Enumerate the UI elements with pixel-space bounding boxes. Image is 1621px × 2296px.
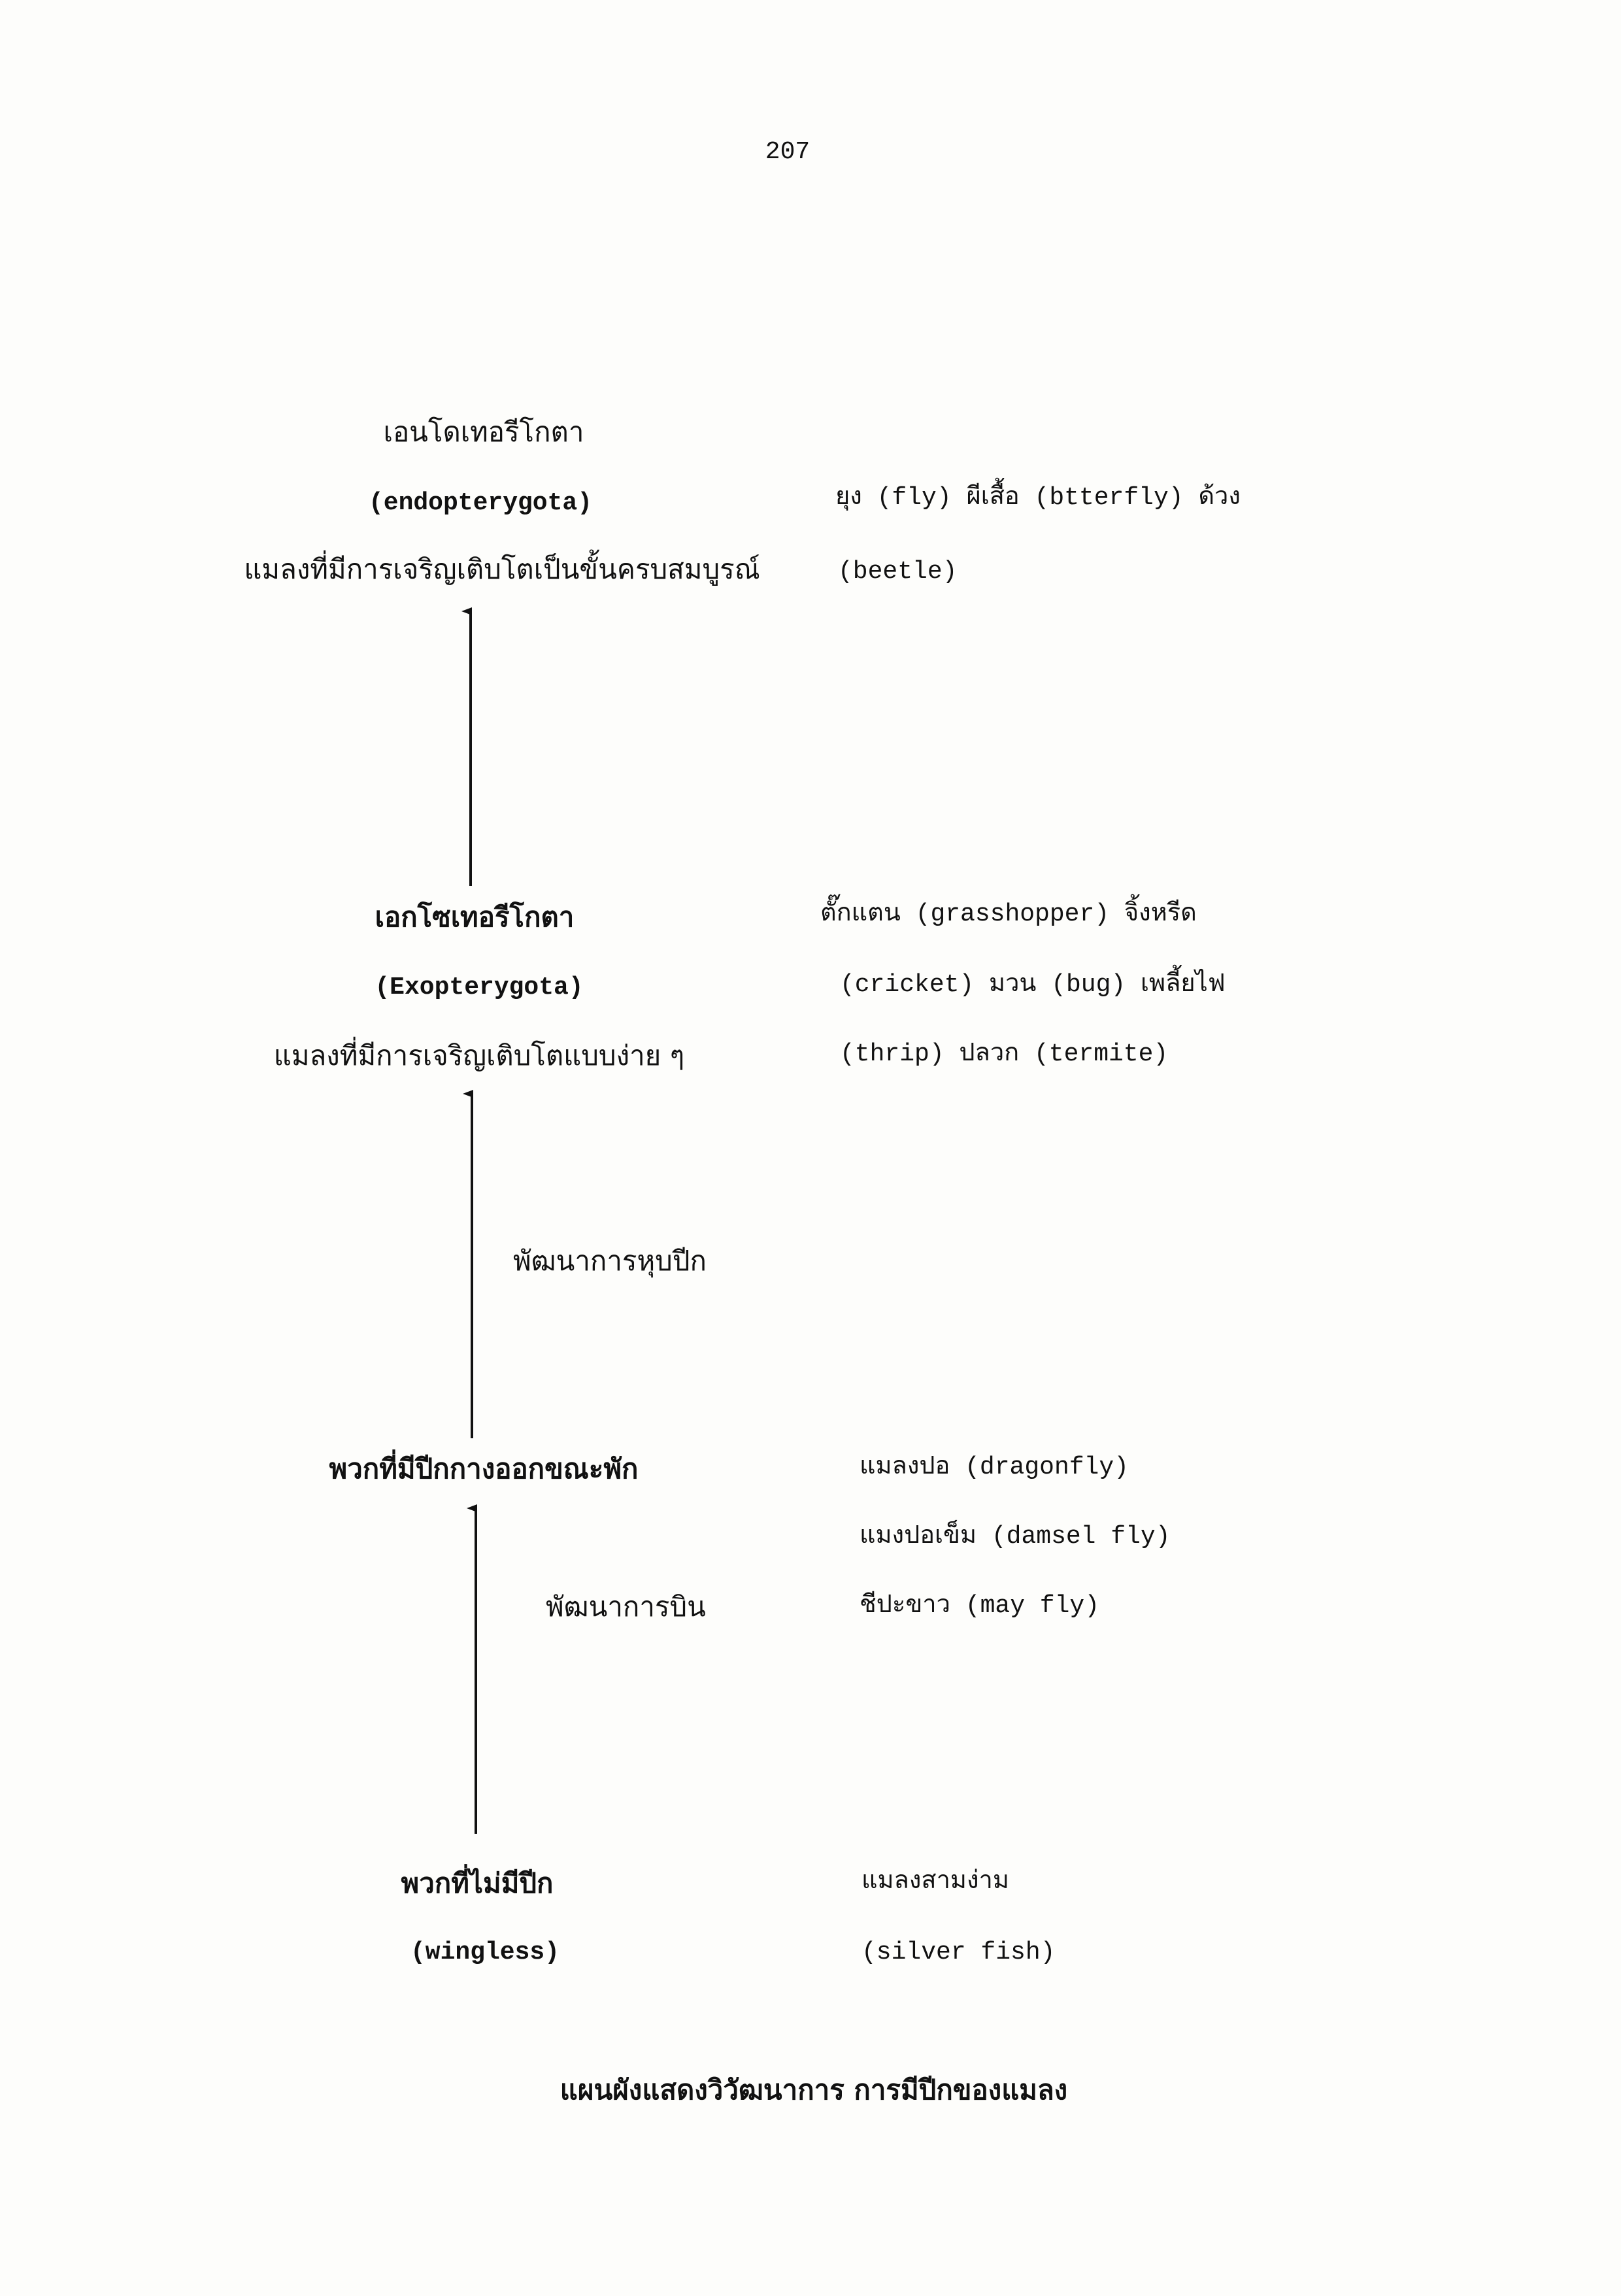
exopterygota-thai-name: เอกโซเทอรีโกตา (375, 901, 575, 933)
open-wing-examples-line3: ชีปะขาว (may fly) (860, 1592, 1100, 1620)
transition-flight: พัฒนาการบิน (546, 1591, 706, 1623)
open-wing-group-name: พวกที่มีปีกกางออกขณะพัก (329, 1453, 639, 1485)
wingless-english-name: (wingless) (410, 1938, 560, 1967)
exopterygota-examples-line2: (cricket) มวน (bug) เพลี้ยไฟ (840, 971, 1226, 999)
exopterygota-english-name: (Exopterygota) (375, 973, 584, 1002)
page-number: 207 (765, 138, 811, 166)
endopterygota-examples-line2: (beetle) (838, 558, 958, 586)
exopterygota-description: แมลงที่มีการเจริญเติบโตแบบง่าย ๆ (273, 1039, 685, 1072)
endopterygota-thai-name: เอนโดเทอรีโกตา (383, 416, 584, 448)
open-wing-examples-line2: แมงปอเข็ม (damsel fly) (860, 1523, 1171, 1551)
open-wing-examples-line1: แมลงปอ (dragonfly) (860, 1453, 1129, 1481)
wingless-examples-line1: แมลงสามง่าม (861, 1868, 1009, 1896)
endopterygota-examples-line1: ยุง (fly) ผีเสื้อ (btterfly) ด้วง (835, 484, 1241, 512)
exopterygota-examples-line1: ตั๊กแตน (grasshopper) จิ้งหรีด (820, 900, 1197, 928)
wingless-examples-line2: (silver fish) (861, 1938, 1056, 1967)
endopterygota-english-name: (endopterygota) (368, 489, 593, 517)
endopterygota-description: แมลงที่มีการเจริญเติบโตเป็นขั้นครบสมบูรณ์ (244, 553, 760, 585)
wingless-thai-name: พวกที่ไม่มีปีก (401, 1867, 554, 1899)
diagram-caption: แผนผังแสดงวิวัฒนาการ การมีปีกของแมลง (560, 2074, 1068, 2106)
transition-wing-folding: พัฒนาการหุบปีก (513, 1245, 707, 1277)
exopterygota-examples-line3: (thrip) ปลวก (termite) (840, 1040, 1169, 1068)
